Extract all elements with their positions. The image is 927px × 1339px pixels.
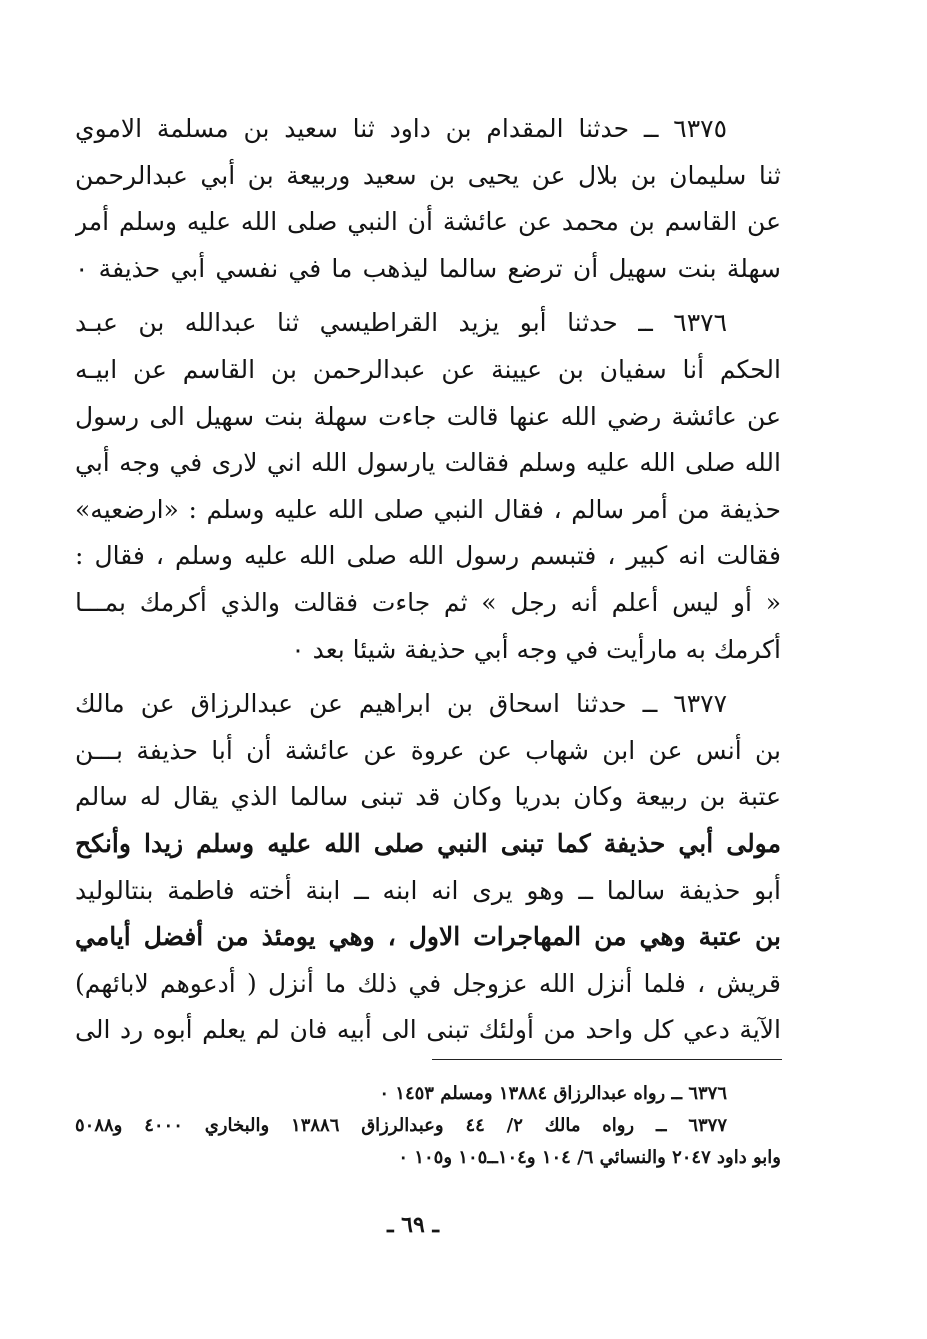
- text-line: أبو حذيفة سالما ــ وهو يرى انه ابنه ــ ابنة أخته فاطمة بنتالوليد: [75, 875, 781, 905]
- page-number: ـ ٦٩ ـ: [387, 1212, 439, 1238]
- text-line: ثنا سليمان بن بلال عن يحيى بن سعيد وربيعة بن أبي عبدالرحمن: [75, 160, 781, 190]
- text-line: ٦٣٧٦ ــ حدثنا أبو يزيد القراطيسي ثنا عبدالله بن عبـد: [75, 308, 727, 338]
- text-line: حذيفة من أمر سالم ، فقال النبي صلى الله عليه وسلم : «ارضعيه»: [75, 494, 781, 524]
- text-line: بن عتبة وهي من المهاجرات الاول ، وهي يومئذ من أفضل أيامي: [75, 922, 781, 952]
- text-line: ٦٣٧٧ ــ حدثنا اسحاق بن ابراهيم عن عبدالرزاق عن مالك: [75, 689, 727, 719]
- footnote-separator: [432, 1059, 782, 1060]
- footnote-6377-continued: وابو داود ٢٠٤٧ والنسائي ٦/ ١٠٤ و١٠٤ــ١٠٥ و١٠٥ ٠: [398, 1147, 781, 1168]
- footnote-6377: ٦٣٧٧ ــ رواه مالك ٢/ ٤٤ وعبدالرزاق ١٣٨٨٦ والبخاري ٤٠٠٠ و٥٠٨٨: [75, 1115, 727, 1136]
- hadith-6375: [75, 106, 781, 292]
- text-line: الآية دعي كل واحد من أولئك تبنى الى أبيه فان لم يعلم أبوه رد الى: [75, 1015, 781, 1045]
- text-line: الحكم أنا سفيان بن عيينة عن عبدالرحمن بن القاسم عن ابيـه: [75, 354, 781, 384]
- text-line: أكرمك به مارأيت في وجه أبي حذيفة شيئا بعد ٠: [291, 634, 781, 664]
- footnote-6376: ٦٣٧٦ ــ رواه عبدالرزاق ١٣٨٨٤ ومسلم ١٤٥٣ ٠: [379, 1083, 727, 1104]
- footnotes: [75, 1078, 781, 1174]
- hadith-6377: [75, 681, 781, 1054]
- text-line: عن القاسم بن محمد عن عائشة أن النبي صلى الله عليه وسلم أمر: [75, 207, 781, 237]
- text-line: ٦٣٧٥ ــ حدثنا المقدام بن داود ثنا سعيد بن مسلمة الاموي: [75, 114, 727, 143]
- text-line: فقالت انه كبير ، فتبسم رسول الله صلى الله عليه وسلم ، فقال :: [75, 541, 781, 571]
- text-line: بن أنس عن ابن شهاب عن عروة عن عائشة أن أبا حذيفة بـــن: [75, 735, 781, 765]
- text-line: « أو ليس أعلم أنه رجل » ثم جاءت فقالت والذي أكرمك بمـــا: [75, 587, 781, 617]
- text-line: الله صلى الله عليه وسلم فقالت يارسول الله اني لارى في وجه أبي: [75, 448, 781, 478]
- text-line: قريش ، فلما أنزل الله عزوجل في ذلك ما أنزل ( أدعوهم لابائهم): [75, 968, 781, 998]
- text-line: مولى أبي حذيفة كما تبنى النبي صلى الله عليه وسلم زيدا وأنكح: [75, 828, 781, 858]
- text-line: عتبة بن ربيعة وكان بدريا وكان قد تبنى سالما الذي يقال له سالم: [75, 782, 781, 812]
- hadith-6376: [75, 300, 781, 673]
- main-text: [75, 106, 781, 1062]
- text-line: سهلة بنت سهيل أن ترضع سالما ليذهب ما في نفسي أبي حذيفة ٠: [75, 253, 781, 283]
- text-line: عن عائشة رضي الله عنها قالت جاءت سهلة بنت سهيل الى رسول: [75, 401, 781, 431]
